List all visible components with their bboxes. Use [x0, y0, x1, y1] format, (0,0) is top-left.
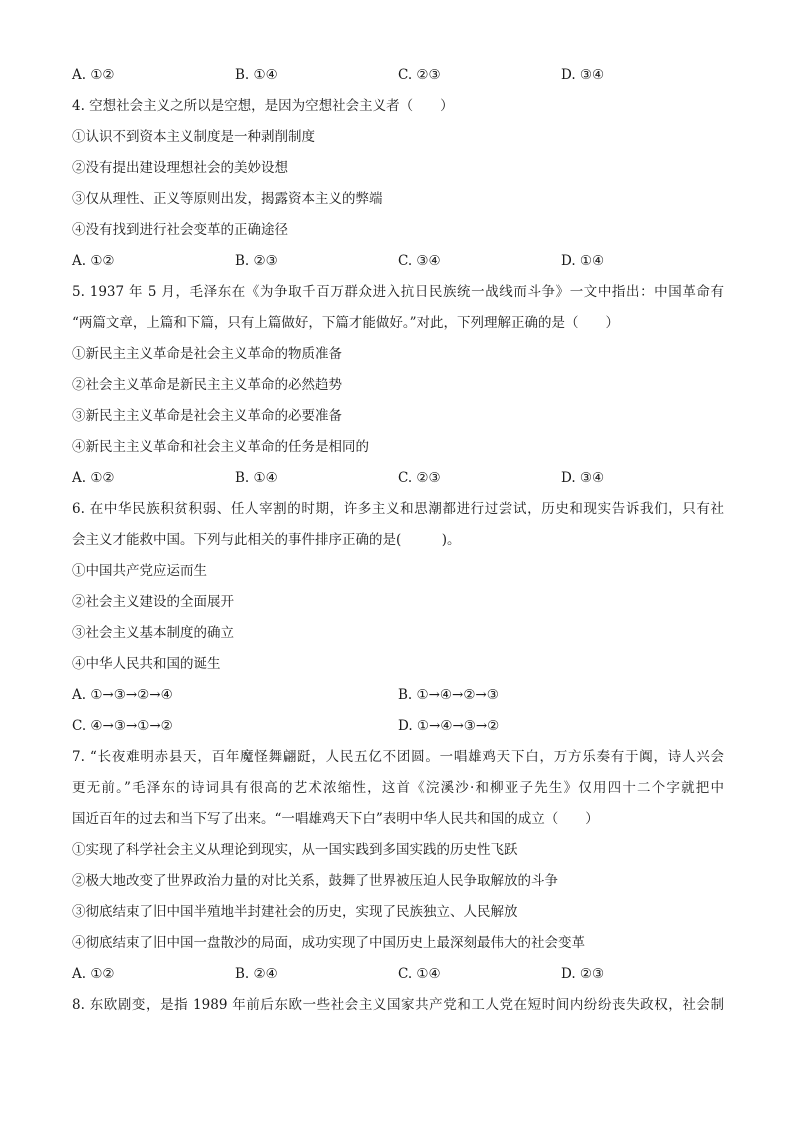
q4-option-b: B. ②③ [235, 253, 278, 269]
q6-options-row-2 [72, 713, 724, 744]
q4-option-d: D. ①④ [561, 253, 605, 269]
q5-item-2: ②社会主义革命是新民主主义革命的必然趋势 [72, 377, 342, 393]
q5-item-3: ③新民主主义革命是社会主义革命的必要准备 [72, 408, 342, 424]
q7-option-d: D. ②③ [561, 966, 605, 982]
q3-option-b: B. ①④ [235, 67, 278, 83]
q3-option-c: C. ②③ [398, 67, 441, 83]
q4-item-3: ③仅从理性、正义等原则出发，揭露资本主义的弊端 [72, 191, 383, 207]
q5-options [72, 465, 724, 496]
q4-option-c: C. ③④ [398, 253, 441, 269]
q6-stem-line-2: 会主义才能救中国。下列与此相关的事件排序正确的是( )。 [72, 532, 461, 548]
q4-options [72, 248, 724, 279]
q4-stem: 4. 空想社会主义之所以是空想，是因为空想社会主义者（ ） [72, 98, 454, 114]
q6-option-c: C. ④→③→①→② [72, 718, 173, 734]
q7-stem-line-2: 更无前。”毛泽东的诗词具有很高的艺术浓缩性，这首《浣溪沙·和柳亚子先生》仅用四十二个字就把中 [72, 780, 724, 796]
q7-item-2: ②极大地改变了世界政治力量的对比关系，鼓舞了世界被压迫人民争取解放的斗争 [72, 873, 558, 889]
q5-option-d: D. ③④ [561, 470, 605, 486]
q8-stem-line-1: 8. 东欧剧变，是指 1989 年前后东欧一些社会主义国家共产党和工人党在短时间内纷纷丧失政权，社会制 [72, 997, 724, 1013]
q3-option-a: A. ①② [72, 67, 115, 83]
q7-item-3: ③彻底结束了旧中国半殖地半封建社会的历史，实现了民族独立、人民解放 [72, 904, 518, 920]
q5-stem-line-1: 5. 1937 年 5 月，毛泽东在《为争取千百万群众进入抗日民族统一战线而斗争》一文中指出：中国革命有 [72, 284, 724, 300]
exam-page [72, 62, 724, 1023]
q4-item-1: ①认识不到资本主义制度是一种剥削制度 [72, 129, 315, 145]
q7-item-4: ④彻底结束了旧中国一盘散沙的局面，成功实现了中国历史上最深刻最伟大的社会变革 [72, 935, 585, 951]
q7-item-1: ①实现了科学社会主义从理论到现实，从一国实践到多国实践的历史性飞跃 [72, 842, 518, 858]
q7-option-b: B. ②④ [235, 966, 278, 982]
q7-options [72, 961, 724, 992]
q6-item-2: ②社会主义建设的全面展开 [72, 594, 234, 610]
q6-item-3: ③社会主义基本制度的确立 [72, 625, 234, 641]
q6-item-4: ④中华人民共和国的诞生 [72, 656, 221, 672]
q5-option-c: C. ②③ [398, 470, 441, 486]
q6-stem-line-1: 6. 在中华民族积贫积弱、任人宰割的时期，许多主义和思潮都进行过尝试，历史和现实告诉我们，只有社 [72, 501, 724, 517]
q7-stem-line-3: 国近百年的过去和当下写了出来。“一唱雄鸡天下白”表明中华人民共和国的成立（ ） [72, 811, 599, 827]
q3-option-d: D. ③④ [561, 67, 605, 83]
q7-option-c: C. ①④ [398, 966, 441, 982]
q5-stem-line-2: “两篇文章，上篇和下篇，只有上篇做好，下篇才能做好。”对此，下列理解正确的是（ ） [72, 315, 620, 331]
q6-options-row-1 [72, 682, 724, 713]
q4-option-a: A. ①② [72, 253, 115, 269]
q6-option-a: A. ①→③→②→④ [72, 687, 173, 703]
q7-option-a: A. ①② [72, 966, 115, 982]
q5-option-a: A. ①② [72, 470, 115, 486]
q3-options [72, 62, 724, 93]
q6-option-b: B. ①→④→②→③ [398, 687, 499, 703]
q5-item-1: ①新民主主义革命是社会主义革命的物质准备 [72, 346, 342, 362]
q4-item-4: ④没有找到进行社会变革的正确途径 [72, 222, 288, 238]
q5-item-4: ④新民主主义革命和社会主义革命的任务是相同的 [72, 439, 369, 455]
q5-option-b: B. ①④ [235, 470, 278, 486]
q6-option-d: D. ①→④→③→② [398, 718, 500, 734]
q4-item-2: ②没有提出建设理想社会的美妙设想 [72, 160, 288, 176]
q7-stem-line-1: 7. “长夜难明赤县天，百年魔怪舞翩跹，人民五亿不团圆。一唱雄鸡天下白，万方乐奏有于阗，诗人兴会 [72, 749, 724, 765]
q6-item-1: ①中国共产党应运而生 [72, 563, 207, 579]
